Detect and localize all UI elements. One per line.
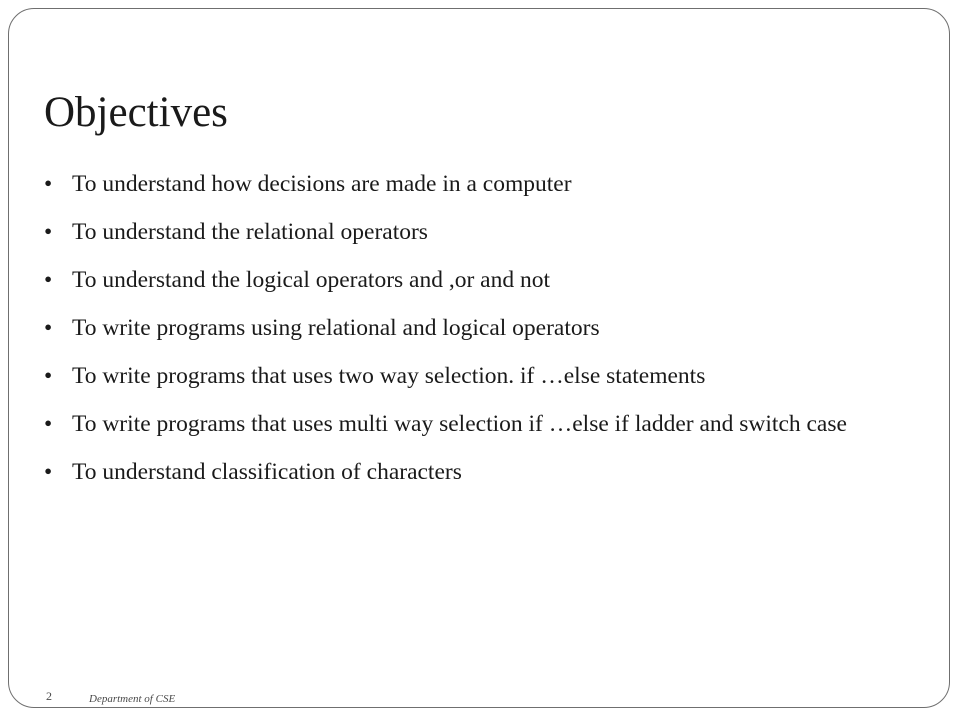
bullet-text: To understand the relational operators xyxy=(72,219,428,245)
bullet-icon: • xyxy=(44,459,53,485)
list-item xyxy=(44,217,934,248)
bullet-text: To understand classification of characters xyxy=(72,459,462,485)
department-footer: Department of CSE xyxy=(89,693,176,705)
objectives-list xyxy=(44,169,934,505)
list-item xyxy=(44,409,934,440)
bullet-text: To understand how decisions are made in a computer xyxy=(72,171,572,197)
bullet-icon: • xyxy=(44,315,53,341)
bullet-icon: • xyxy=(44,219,53,245)
page-number: 2 xyxy=(46,689,52,703)
bullet-icon: • xyxy=(44,411,53,437)
list-item xyxy=(44,457,934,488)
bullet-text: To write programs that uses two way selection. if …else statements xyxy=(72,363,706,389)
slide-frame xyxy=(8,8,950,708)
bullet-text: To understand the logical operators and ,or and not xyxy=(72,267,551,293)
list-item xyxy=(44,169,934,200)
bullet-text: To write programs that uses multi way selection if …else if ladder and switch case xyxy=(72,411,847,437)
bullet-text: To write programs using relational and logical operators xyxy=(72,315,600,341)
bullet-icon: • xyxy=(44,171,53,197)
slide-title: Objectives xyxy=(44,89,228,136)
list-item xyxy=(44,313,934,344)
bullet-icon: • xyxy=(44,267,53,293)
list-item xyxy=(44,265,934,296)
bullet-icon: • xyxy=(44,363,53,389)
list-item xyxy=(44,361,934,392)
